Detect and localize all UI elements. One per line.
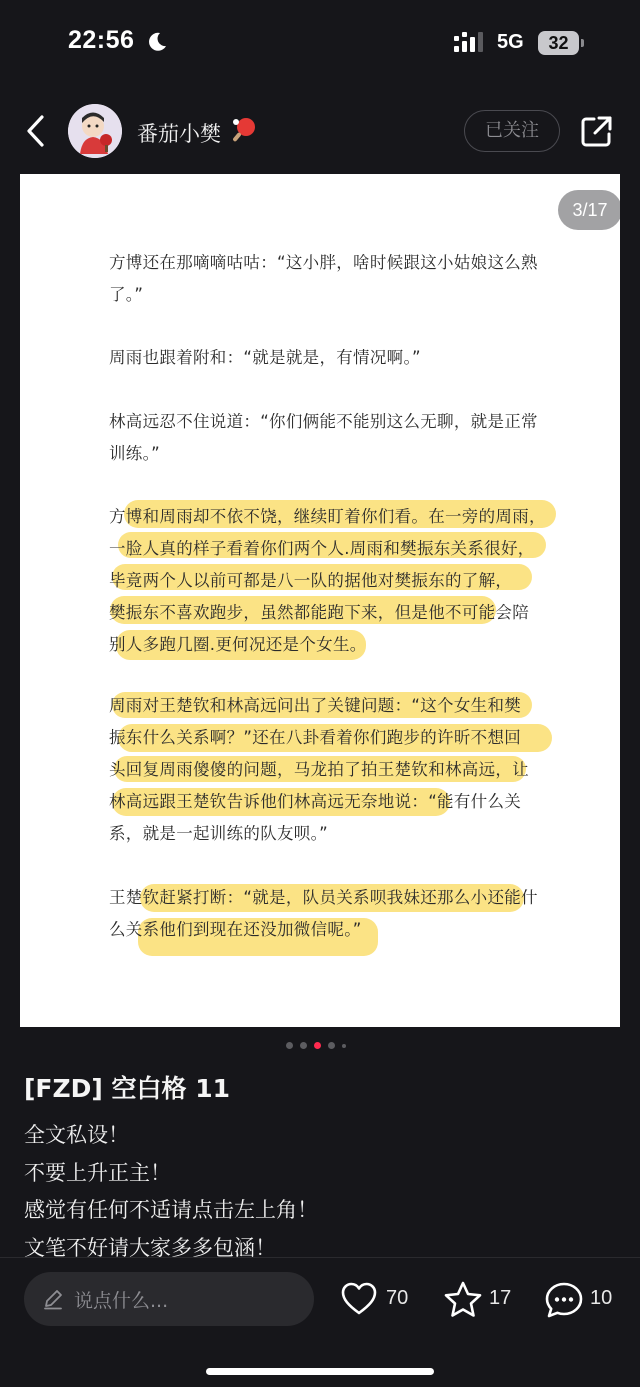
avatar-illustration	[68, 104, 122, 158]
share-icon[interactable]	[580, 114, 614, 148]
signal-icon	[453, 32, 489, 54]
carousel-dots	[286, 1042, 350, 1050]
favorite-button[interactable]	[443, 1280, 515, 1320]
like-button[interactable]	[340, 1280, 412, 1320]
paragraph: 周雨也跟着附和：“就是就是，有情况啊。”	[109, 348, 421, 367]
post-body[interactable]	[24, 1117, 624, 1257]
paragraph: 王楚钦赶紧打断：“就是，队员关系呗我妹还那么小还能什 么关系他们到现在还没加微信呢。”	[109, 888, 538, 939]
paragraph: 林高远忍不住说道：“你们俩能不能别这么无聊，就是正常 训练。”	[109, 412, 538, 463]
star-icon	[443, 1280, 483, 1320]
paragraph: 周雨对王楚钦和林高远问出了关键问题：“这个女生和樊 振东什么关系啊？”还在八卦看着你们跑步的许昕不想回 头回复周雨傻傻的问题，马龙拍了拍王楚钦和林高远，让 林高远跟王楚钦告诉他们林高远无奈地说：“能有什么关 系，就是一起训练的队友呗。”	[109, 696, 529, 843]
comment-bubble-icon	[544, 1280, 584, 1320]
back-button[interactable]	[20, 112, 54, 150]
carousel-dot[interactable]	[300, 1042, 307, 1049]
paragraph: 方博还在那嘀嘀咕咕：“这小胖，啥时候跟这小姑娘这么熟 了。”	[109, 253, 538, 304]
author-name[interactable]: 番茄小樊	[137, 122, 221, 146]
comment-placeholder: 说点什么...	[74, 1290, 169, 1312]
favorite-count: 17	[489, 1287, 512, 1309]
carousel-dot-active[interactable]	[314, 1042, 321, 1049]
post-line: 全文私设！	[24, 1123, 129, 1147]
status-time: 22:56	[68, 26, 135, 54]
status-bar	[0, 0, 640, 88]
pencil-icon	[42, 1288, 64, 1310]
battery-level: 32	[538, 31, 579, 55]
comment-input[interactable]	[24, 1272, 314, 1326]
battery-icon	[538, 31, 584, 55]
bottom-action-bar	[0, 1257, 640, 1387]
post-line: 感觉有任何不适请点击左上角！	[24, 1198, 318, 1222]
post-header	[0, 96, 640, 166]
post-image[interactable]	[20, 174, 620, 1027]
post-line: 不要上升正主！	[24, 1160, 171, 1185]
like-count: 70	[386, 1287, 409, 1309]
page-indicator: 3/17	[558, 190, 620, 230]
home-indicator[interactable]	[206, 1368, 434, 1375]
comment-button[interactable]	[544, 1280, 618, 1320]
carousel-dot[interactable]	[286, 1042, 293, 1049]
moon-icon	[146, 31, 168, 53]
network-label: 5G	[497, 31, 524, 53]
post-line: 文笔不好请大家多多包涵！	[24, 1235, 276, 1257]
follow-button[interactable]: 已关注	[464, 110, 560, 152]
comment-count: 10	[590, 1287, 613, 1309]
avatar[interactable]	[68, 104, 122, 158]
carousel-dot[interactable]	[342, 1044, 346, 1048]
ping-pong-paddle-icon	[230, 116, 258, 144]
heart-icon	[340, 1280, 378, 1318]
post-title: [FZD] 空白格 11	[24, 1074, 231, 1103]
paragraph: 方博和周雨却不依不饶，继续盯着你们看。在一旁的周雨， 一脸人真的样子看着你们两个人.周雨和樊振东关系很好， 毕竟两个人以前可都是八一队的据他对樊振东的了解， 樊振东不喜欢跑步，虽然都能跑下来，但是他不可能会陪 别人多跑几圈.更何况还是个女生。	[109, 507, 546, 654]
carousel-dot[interactable]	[328, 1042, 335, 1049]
